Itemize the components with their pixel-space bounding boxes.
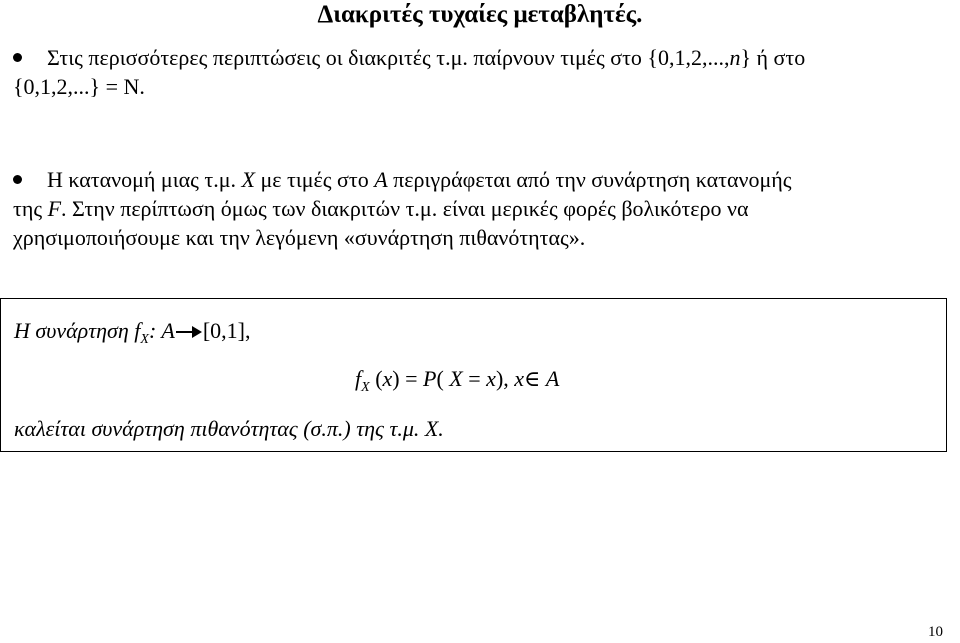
bullet1-line2: {0,1,2,...} = N. xyxy=(13,74,145,99)
formula-X: X xyxy=(449,366,463,391)
formula-in: ∈ xyxy=(524,366,541,391)
bullet2-e: . Στην περίπτωση όμως των διακριτών τ.μ. είναι μερικές φορές βολικότερο να xyxy=(61,196,749,221)
bullet2-A: A xyxy=(374,167,388,192)
bullet2-a: Η κατανομή μιας τ.μ. xyxy=(47,167,242,192)
bullet2-line3: χρησιμοποιήσουμε και την λεγόμενη «συνάρτηση πιθανότητας». xyxy=(13,225,586,250)
bullet2-c: περιγράφεται από την συνάρτηση κατανομής xyxy=(387,167,792,192)
right-arrow-icon xyxy=(175,325,203,339)
formula-x3: x xyxy=(514,366,525,391)
bullet2-F: F xyxy=(47,196,62,221)
bullet1-n: n xyxy=(729,45,741,70)
bullet2-line2 xyxy=(13,194,953,223)
formula-part4: = xyxy=(462,366,487,391)
page-number: 10 xyxy=(928,624,943,640)
formula-A: A xyxy=(545,366,560,391)
bullet2-d: της xyxy=(13,196,48,221)
def-text-c: [0,1], xyxy=(202,318,251,343)
bullet1-text-a: Στις περισσότερες περιπτώσεις οι διακριτές τ.μ. παίρνουν τιμές στο {0,1,2,..., xyxy=(47,45,730,70)
formula-P: P xyxy=(423,366,437,391)
bullet-line-2 xyxy=(13,165,953,194)
def-sub-x: X xyxy=(140,332,149,347)
bullet-paragraph-1 xyxy=(13,43,953,101)
bullet1-text-b: } ή στο xyxy=(740,45,806,70)
def-text-a: Η συνάρτηση xyxy=(14,318,135,343)
pmf-formula xyxy=(355,365,559,402)
bullet-icon xyxy=(13,53,22,62)
definition-line-3: καλείται συνάρτηση πιθανότητας (σ.π.) της τ.μ. X. xyxy=(14,416,444,441)
formula-f: f xyxy=(355,366,362,391)
bullet2-X: X xyxy=(241,167,255,192)
formula-sub-x: X xyxy=(361,380,370,395)
formula-part2: ) = xyxy=(392,366,424,391)
formula-part5: ), xyxy=(495,366,515,391)
definition-line-1 xyxy=(14,317,250,354)
bullet-paragraph-2 xyxy=(13,165,953,252)
definition-box xyxy=(0,298,947,452)
bullet-icon xyxy=(13,175,22,184)
def-text-b: : A xyxy=(148,318,175,343)
slide-title: Διακριτές τυχαίες μεταβλητές. xyxy=(317,1,643,28)
bullet-line-1 xyxy=(13,43,953,72)
formula-x1: x xyxy=(382,366,393,391)
formula-x2: x xyxy=(486,366,496,391)
bullet2-b: με τιμές στο xyxy=(254,167,375,192)
def-f: f xyxy=(134,318,141,343)
formula-part1: ( xyxy=(369,366,383,391)
formula-part3: ( xyxy=(436,366,450,391)
